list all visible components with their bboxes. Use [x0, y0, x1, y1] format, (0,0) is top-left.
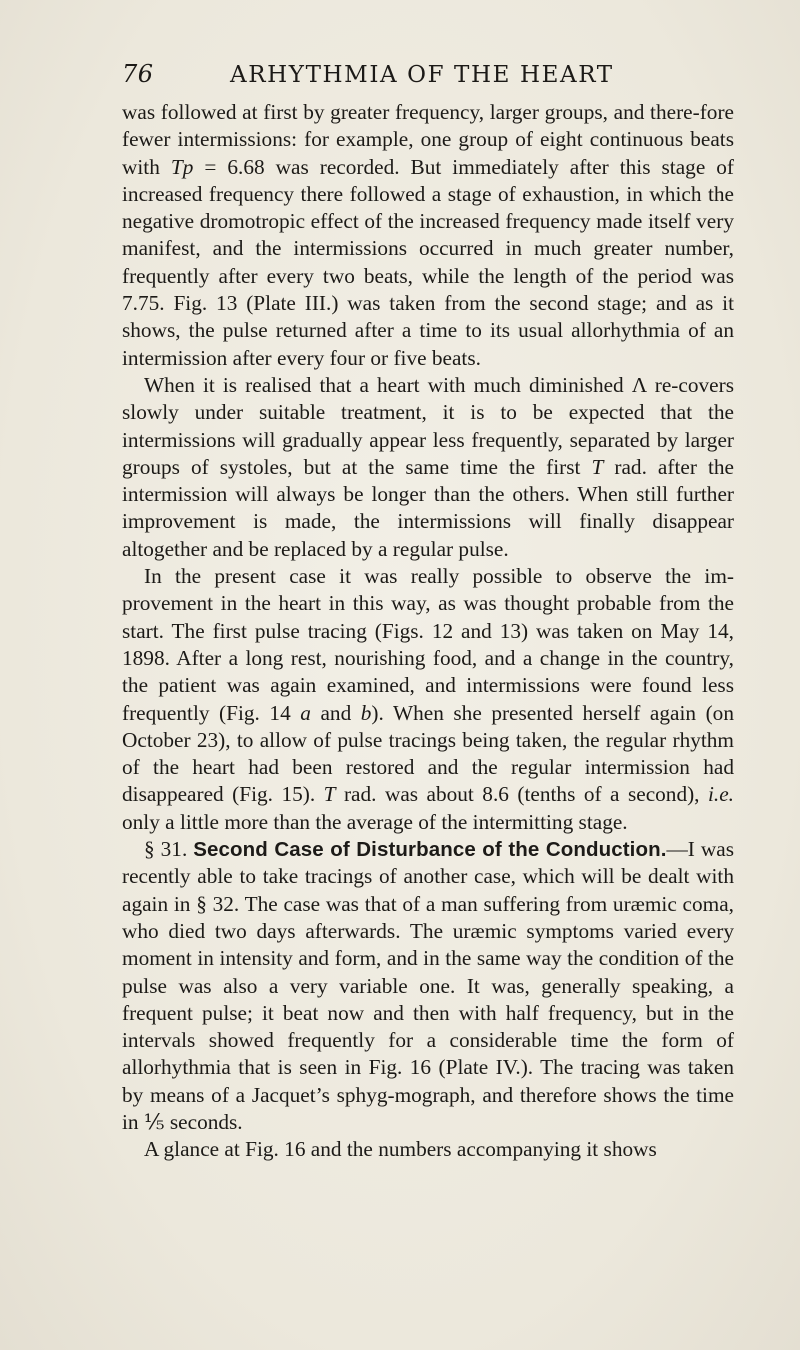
running-head: ARHYTHMIA OF THE HEART: [230, 62, 614, 88]
section-heading: Second Case of Disturbance of the Conduction.: [193, 838, 667, 862]
paragraph-3: In the present case it was really possible to observe the im-provement in the heart in this way, as was thought probable from the start. The first pulse tracing (Figs. 12 and 13) was taken on May 14, 1898. After a long rest, nourishing food, and a change in the country, the patient was again examined, and intermissions were found less frequently (Fig. 14 a and b). When she presented herself again (on October 23), to allow of pulse tracings being taken, the regular rhythm of the heart had been restored and the regular intermission had disappeared (Fig. 15). T rad. was about 8.6 (tenths of a second), i.e. only a little more than the average of the intermitting stage.: [122, 564, 734, 834]
page-number: 76: [122, 60, 154, 88]
fraction: ⅕: [143, 1109, 165, 1134]
paragraph-1: was followed at first by greater frequency, larger groups, and there-fore fewer intermissions: for example, one group of eight continuous beats with Tp = 6.68 was recorded. But immediately after this stage of increased frequency there followed a stage of exhaustion, in which the negative dromotropic effect of the increased frequency made itself very manifest, and the intermissions occurred in much greater number, frequently after every two beats, while the length of the period was 7.75. Fig. 13 (Plate III.) was taken from the second stage; and as it shows, the pulse returned after a time to its usual allorhythmia of an intermission after every four or five beats.: [122, 100, 735, 370]
section-number: § 31.: [144, 837, 194, 862]
page-header: [122, 60, 732, 94]
paragraph-2: When it is realised that a heart with much diminished Λ re-covers slowly under suitable treatment, it is to be expected that the intermissions will gradually appear less frequently, separated by larger groups of systoles, but at the same time the first T rad. after the intermission will always be longer than the others. When still further improvement is made, the intermissions will finally disappear altogether and be replaced by a regular pulse.: [122, 372, 735, 561]
paragraph-4: § 31. Second Case of Disturbance of the Conduction.—I was recently able to take tracings of another case, which will be dealt with again in § 32. The case was that of a man suffering from uræmic coma, who died two days afterwards. The uræmic symptoms varied every moment in intensity and form, and in the same way the condition of the pulse was also a very variable one. It was, generally speaking, a frequent pulse; it beat now and then with half frequency, but in the intervals showed frequently for a considerable time the form of allorhythmia that is seen in Fig. 16 (Plate IV.). The tracing was taken by means of a Jacquet’s sphyg-mograph, and therefore shows the time in ⅕ seconds.: [122, 837, 735, 1134]
paragraph-5: A glance at Fig. 16 and the numbers accompanying it shows: [144, 1137, 657, 1162]
body-text: [122, 99, 734, 1164]
